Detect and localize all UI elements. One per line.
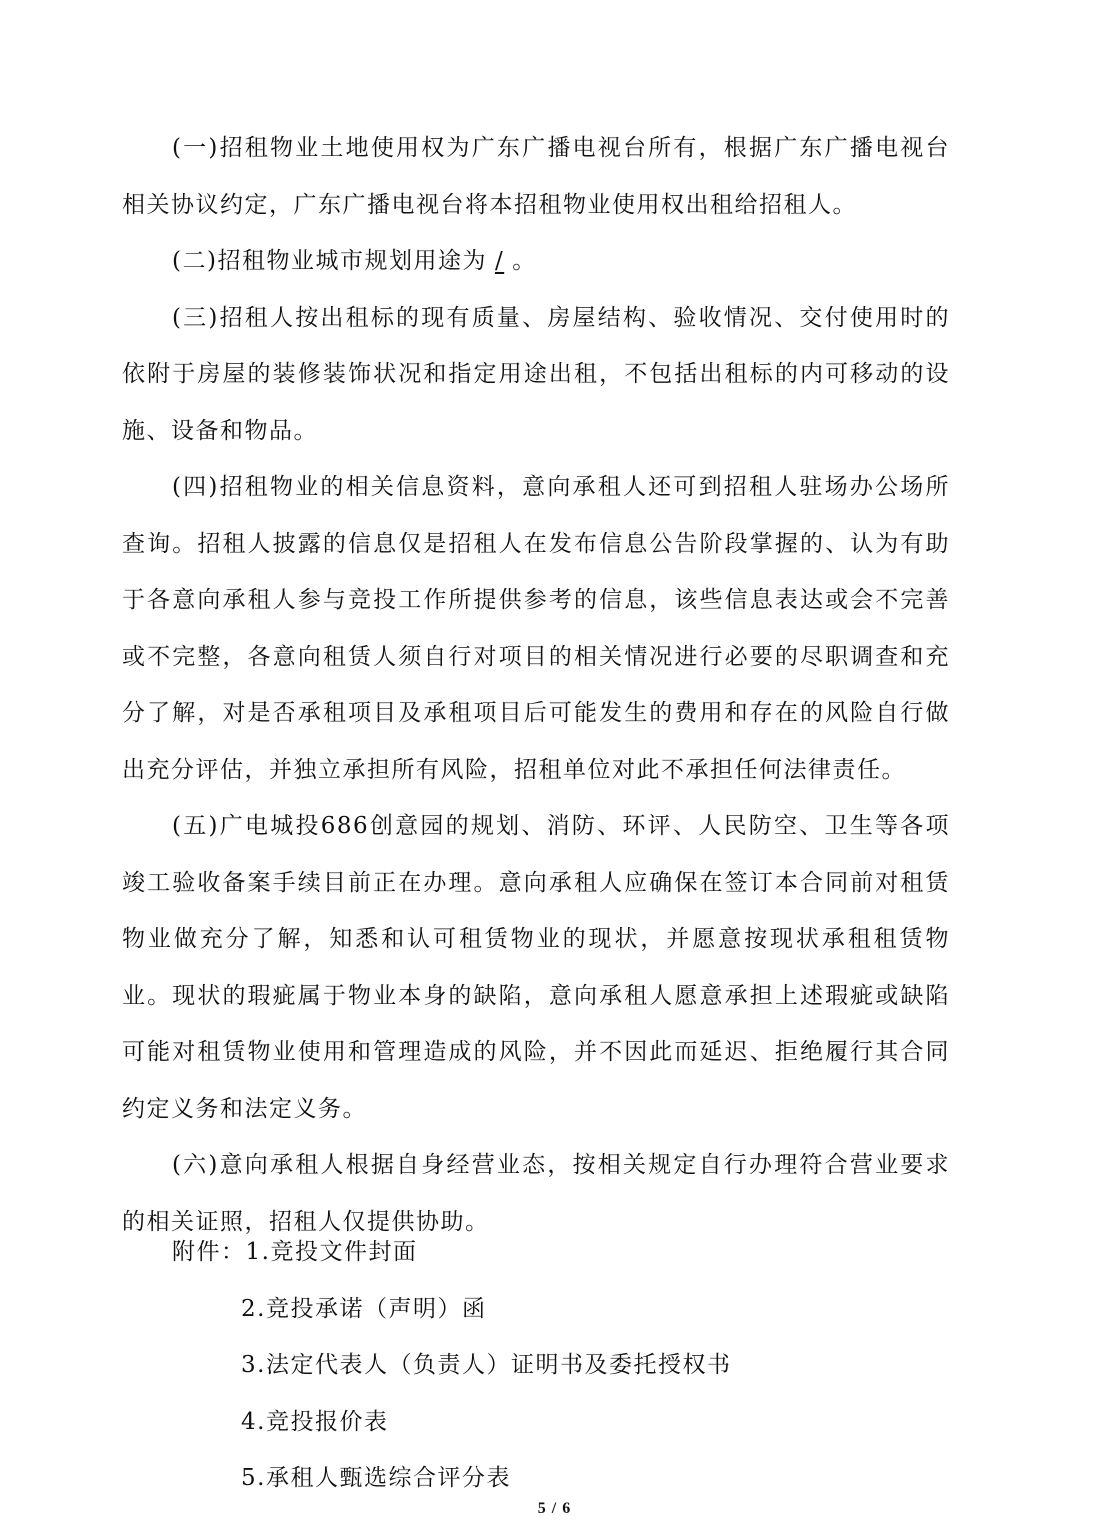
- attachment-item-1: [172, 1224, 932, 1281]
- paragraph-2-end: 。: [512, 248, 537, 274]
- planning-use-blank: /: [494, 248, 505, 274]
- paragraph-5: (五)广电城投686创意园的规划、消防、环评、人民防空、卫生等各项竣工验收备案手续目前正在办理。意向承租人应确保在签订本合同前对租赁物业做充分了解，知悉和认可租赁物业的现状，并愿意按现状承租租赁物业。现状的瑕疵属于物业本身的缺陷，意向承租人愿意承担上述瑕疵或缺陷可能对租赁物业使用和管理造成的风险，并不因此而延迟、拒绝履行其合同约定义务和法定义务。: [122, 813, 950, 1122]
- attachment-item-5: 5.承租人甄选综合评分表: [241, 1465, 511, 1491]
- paragraph-3: (三)招租人按出租标的现有质量、房屋结构、验收情况、交付使用时的依附于房屋的装修装饰状况和指定用途出租，不包括出租标的内可移动的设施、设备和物品。: [122, 304, 950, 444]
- attachment-item-4: 4.竞投报价表: [241, 1408, 389, 1435]
- paragraph-2-text: (二)招租物业城市规划用途为: [172, 248, 487, 274]
- paragraph-1: (一)招租物业土地使用权为广东广播电视台所有，根据广东广播电视台相关协议约定，广东广播电视台将本招租物业使用权出租给招租人。: [122, 135, 950, 218]
- paragraph-4: (四)招租物业的相关信息资料，意向承租人还可到招租人驻场办公场所查询。招租人披露的信息仅是招租人在发布信息公告阶段掌握的、认为有助于各意向承租人参与竞投工作所提供参考的信息，该些信息表达或会不完善或不完整，各意向租赁人须自行对项目的相关情况进行必要的尽职调查和充分了解，对是否承租项目及承租项目后可能发生的费用和存在的风险自行做出充分评估，并独立承担所有风险，招租单位对此不承担任何法律责任。: [122, 474, 950, 783]
- attachments-list: [172, 1224, 932, 1507]
- attachment-item-text: 1.竞投文件封面: [245, 1239, 418, 1265]
- paragraph-6: (六)意向承租人根据自身经营业态，按相关规定自行办理符合营业要求的相关证照，招租人仅提供协助。: [122, 1152, 950, 1235]
- attachments-label: 附件：: [172, 1239, 246, 1265]
- page-number: 5 / 6: [537, 1500, 572, 1517]
- paragraph-2: [122, 233, 950, 290]
- attachment-item-3: 3.法定代表人（负责人）证明书及委托授权书: [241, 1352, 732, 1378]
- attachment-item-2: 2.竞投承诺（声明）函: [241, 1295, 487, 1322]
- document-body: [122, 120, 950, 1250]
